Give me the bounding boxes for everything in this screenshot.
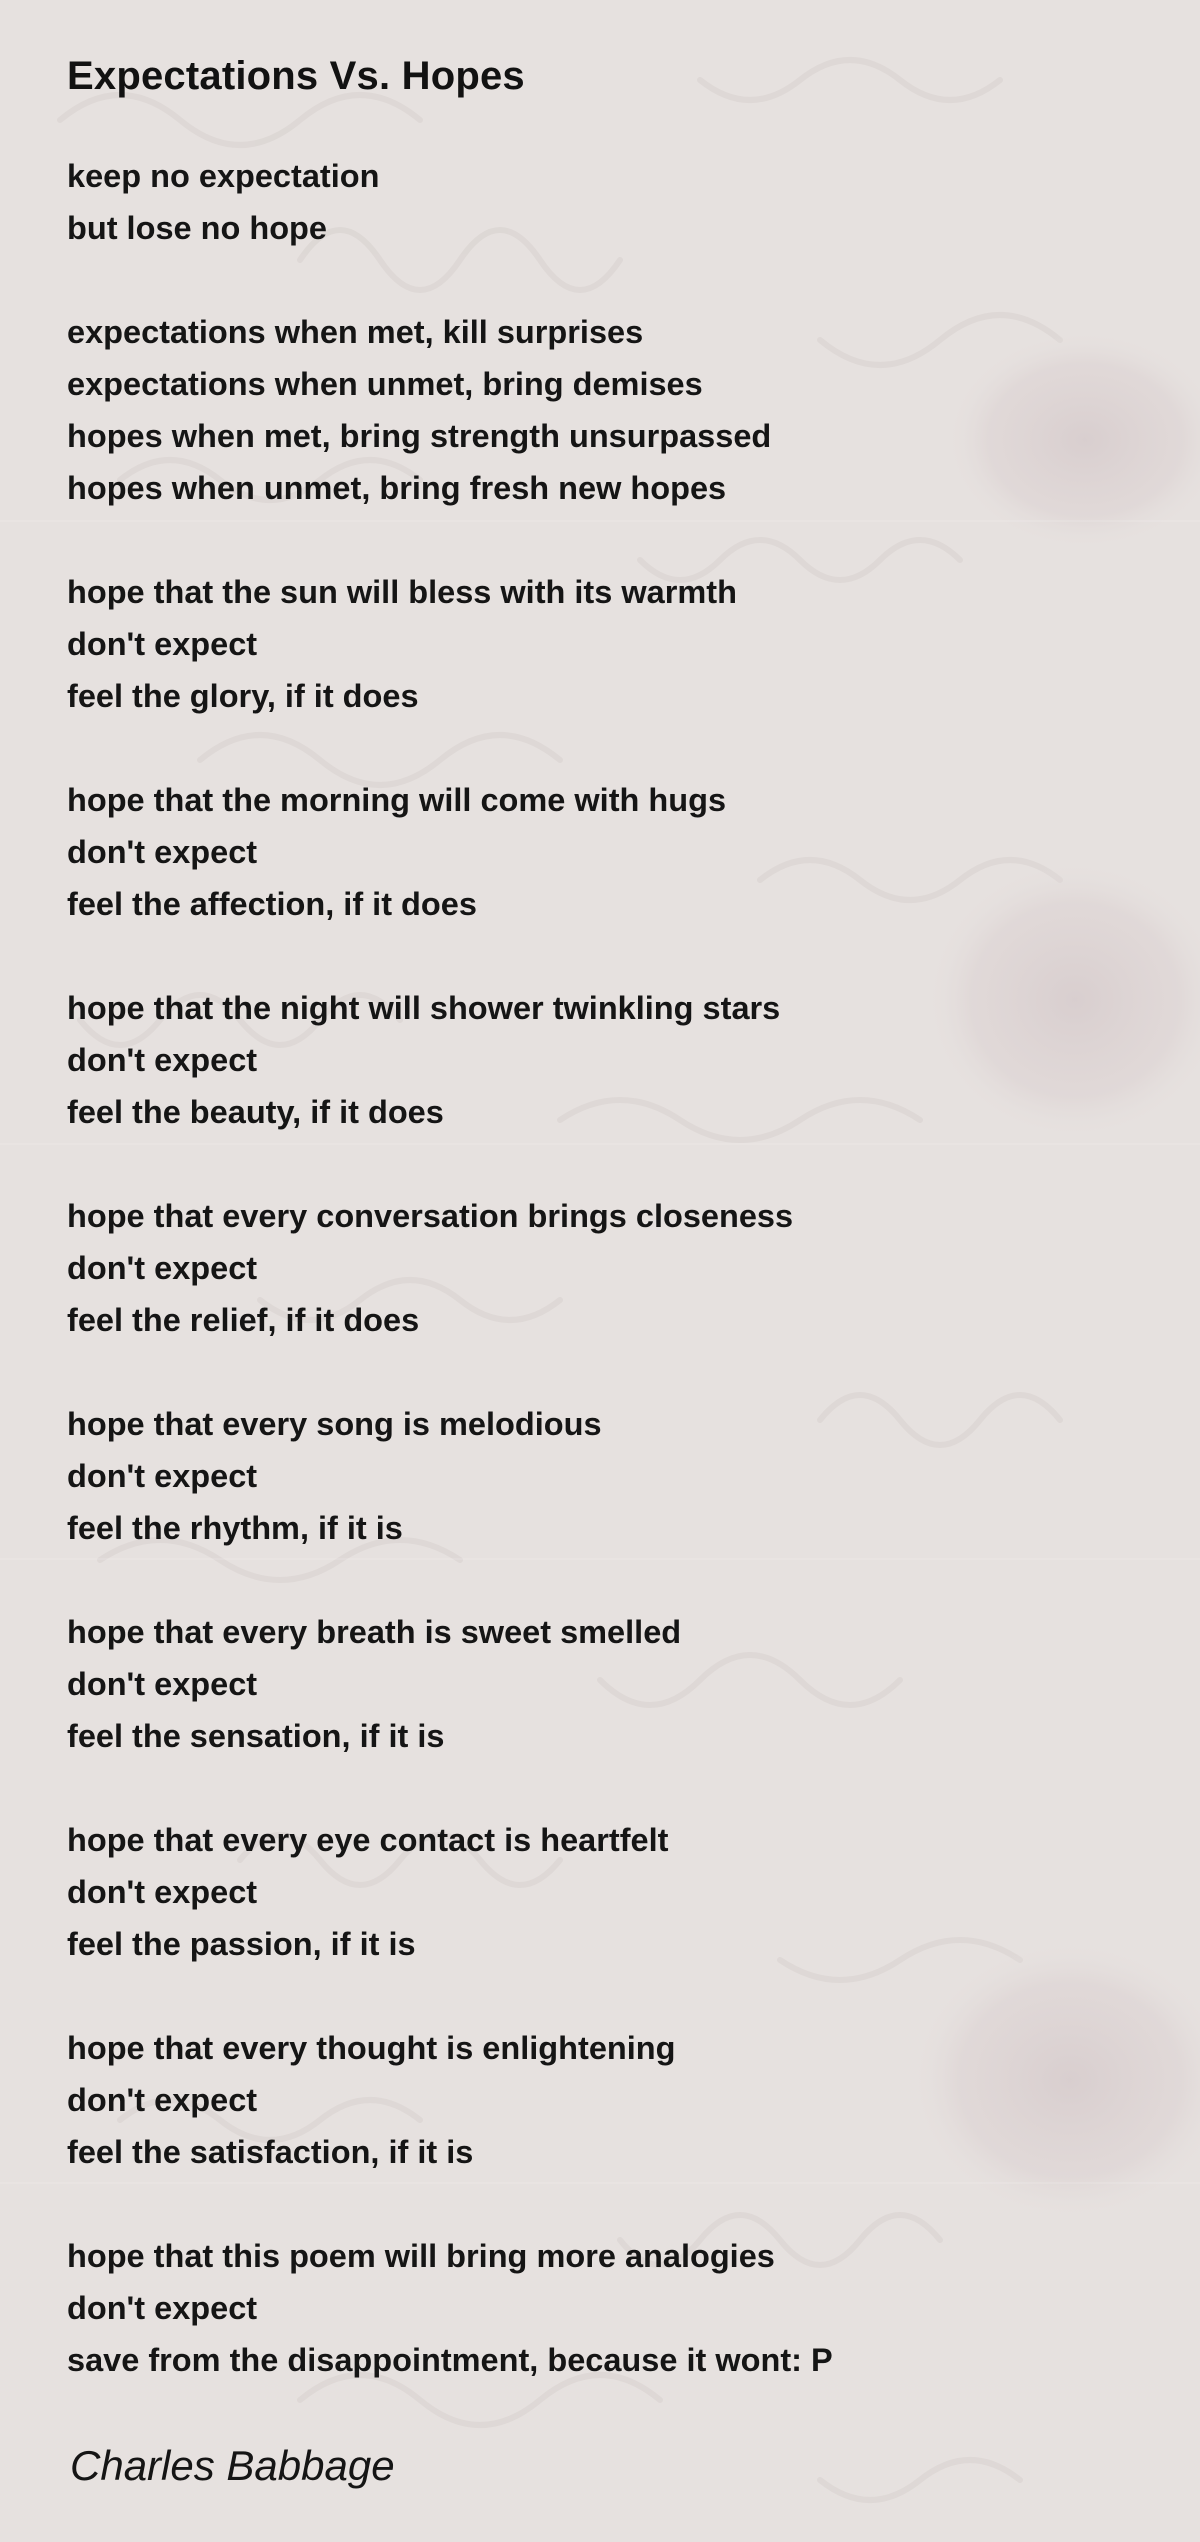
- poem-line: feel the sensation, if it is: [67, 1718, 445, 1754]
- poem-line: feel the rhythm, if it is: [67, 1510, 403, 1546]
- poem-line: feel the passion, if it is: [67, 1926, 416, 1962]
- poem-line: don't expect: [67, 2082, 258, 2118]
- poem-line: save from the disappointment, because it wont: P: [67, 2342, 833, 2378]
- poem-line: hope that every eye contact is heartfelt: [67, 1822, 669, 1858]
- poem-line: don't expect: [67, 626, 258, 662]
- stanza: [67, 2230, 1167, 2386]
- poem-line: hope that every thought is enlightening: [67, 2030, 676, 2066]
- stanza: [67, 1190, 1167, 1346]
- poem-line: feel the satisfaction, if it is: [67, 2134, 474, 2170]
- stanza: [67, 306, 1167, 514]
- poem-line: expectations when unmet, bring demises: [67, 366, 703, 402]
- poem-line: don't expect: [67, 1666, 258, 1702]
- stanza: [67, 150, 1167, 254]
- poem-line: feel the beauty, if it does: [67, 1094, 444, 1130]
- poem-line: hope that the sun will bless with its warmth: [67, 574, 737, 610]
- poem-line: feel the glory, if it does: [67, 678, 419, 714]
- poem-line: hope that every song is melodious: [67, 1406, 602, 1442]
- poem-line: hopes when unmet, bring fresh new hopes: [67, 470, 727, 506]
- poem-line: don't expect: [67, 1874, 258, 1910]
- poem-line: hope that this poem will bring more analogies: [67, 2238, 775, 2274]
- poem-line: feel the relief, if it does: [67, 1302, 420, 1338]
- poem-line: expectations when met, kill surprises: [67, 314, 644, 350]
- poem-line: don't expect: [67, 1458, 258, 1494]
- poem-line: don't expect: [67, 2290, 258, 2326]
- poem-body: [67, 150, 1167, 2438]
- poem-author: Charles Babbage: [70, 2442, 395, 2489]
- poem-line: hopes when met, bring strength unsurpassed: [67, 418, 772, 454]
- poem-line: don't expect: [67, 1250, 258, 1286]
- stanza: [67, 2022, 1167, 2178]
- stanza: [67, 1814, 1167, 1970]
- poem-line: hope that every breath is sweet smelled: [67, 1614, 682, 1650]
- poem-line: don't expect: [67, 1042, 258, 1078]
- poem-line: but lose no hope: [67, 210, 327, 246]
- poem-title: Expectations Vs. Hopes: [67, 54, 525, 98]
- poem-line: hope that every conversation brings closeness: [67, 1198, 794, 1234]
- stanza: [67, 1398, 1167, 1554]
- stanza: [67, 774, 1167, 930]
- stanza: [67, 566, 1167, 722]
- poem-line: don't expect: [67, 834, 258, 870]
- poem-line: feel the affection, if it does: [67, 886, 477, 922]
- poem-line: hope that the night will shower twinkling stars: [67, 990, 781, 1026]
- poem-line: keep no expectation: [67, 158, 380, 194]
- poem-line: hope that the morning will come with hugs: [67, 782, 727, 818]
- stanza: [67, 1606, 1167, 1762]
- stanza: [67, 982, 1167, 1138]
